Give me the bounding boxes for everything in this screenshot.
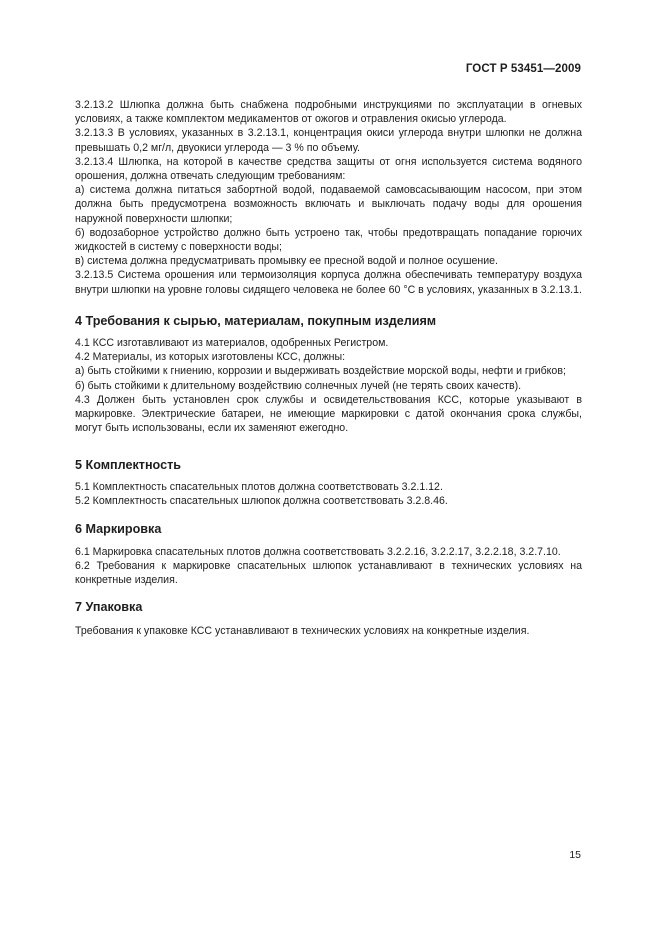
paragraph-3-2-13-5: 3.2.13.5 Система орошения или термоизоляция корпуса должна обеспечивать температуру воздуха внутри шлюпки на уровне головы сидящего человека не более 60 °С в условиях, указанных в 3.2.13.1.	[75, 269, 582, 296]
paragraph-4-3: 4.3 Должен быть установлен срок службы и освидетельствования КСС, которые указывают в маркировке. Электрические батареи, не имеющие маркировки с датой окончания срока службы, могут быть использованы, если их заменяют ежегодно.	[75, 393, 582, 435]
paragraph-5-2: 5.2 Комплектность спасательных шлюпок должна соответствовать 3.2.8.46.	[75, 495, 448, 508]
paragraph-5-1: 5.1 Комплектность спасательных плотов должна соответствовать 3.2.1.12.	[75, 481, 443, 493]
section-4-heading: 4 Требования к сырью, материалам, покупным изделиям	[75, 314, 437, 328]
list-item-4-a: а) быть стойкими к гниению, коррозии и выдерживать воздействие морской воды, нефти и грибков;	[75, 365, 566, 378]
section-7-text	[75, 624, 582, 638]
paragraph-3-2-13-3: 3.2.13.3 В условиях, указанных в 3.2.13.1, концентрация окиси углерода внутри шлюпки не должна превышать 0,2 мг/л, двуокиси углерода — 3 % по объему.	[75, 127, 582, 154]
section-5-heading: 5 Комплектность	[75, 458, 181, 472]
list-item-b: б) водозаборное устройство должно быть устроено так, чтобы предотвращать попадание горючих жидкостей в систему с поверхности воды;	[75, 226, 582, 254]
paragraph-6-1: 6.1 Маркировка спасательных плотов должна соответствовать 3.2.2.16, 3.2.2.17, 3.2.2.18, 3.2.7.10.	[75, 546, 561, 558]
section-6-text	[75, 545, 582, 588]
section-6-heading: 6 Маркировка	[75, 522, 162, 536]
list-item-v: в) система должна предусматривать промывку ее пресной водой и полное осушение.	[75, 255, 498, 268]
paragraph-4-2: 4.2 Материалы, из которых изготовлены КСС, должны:	[75, 351, 346, 364]
list-item-a: а) система должна питаться забортной водой, подаваемой самовсасывающим насосом, при этом должна быть предусмотрена возможность включать и выключать подачу воды для орошения наружной поверхности шлюпки;	[75, 184, 582, 225]
paragraph-6-2: 6.2 Требования к маркировке спасательных шлюпок устанавливают в технических условиях на конкретные изделия.	[75, 560, 582, 587]
section-3-text	[75, 98, 582, 297]
section-7-heading: 7 Упаковка	[75, 600, 143, 614]
paragraph-3-2-13-2: 3.2.13.2 Шлюпка должна быть снабжена подробными инструкциями по эксплуатации в огневых условиях, а также комплектом медикаментов от ожогов и отравления окисью углерода.	[75, 99, 582, 126]
page-number: 15	[569, 849, 581, 861]
section-4-text	[75, 336, 582, 435]
paragraph-4-1: 4.1 КСС изготавливают из материалов, одобренных Регистром.	[75, 337, 389, 349]
paragraph-7: Требования к упаковке КСС устанавливают в технических условиях на конкретные изделия.	[75, 625, 530, 637]
list-item-4-b: б) быть стойкими к длительному воздействию солнечных лучей (не терять своих качеств).	[75, 379, 522, 392]
paragraph-3-2-13-4: 3.2.13.4 Шлюпка, на которой в качестве средства защиты от огня используется система водяного орошения, должна отвечать следующим требованиям:	[75, 155, 582, 183]
section-5-text	[75, 480, 582, 508]
document-code: ГОСТ Р 53451—2009	[465, 63, 581, 75]
